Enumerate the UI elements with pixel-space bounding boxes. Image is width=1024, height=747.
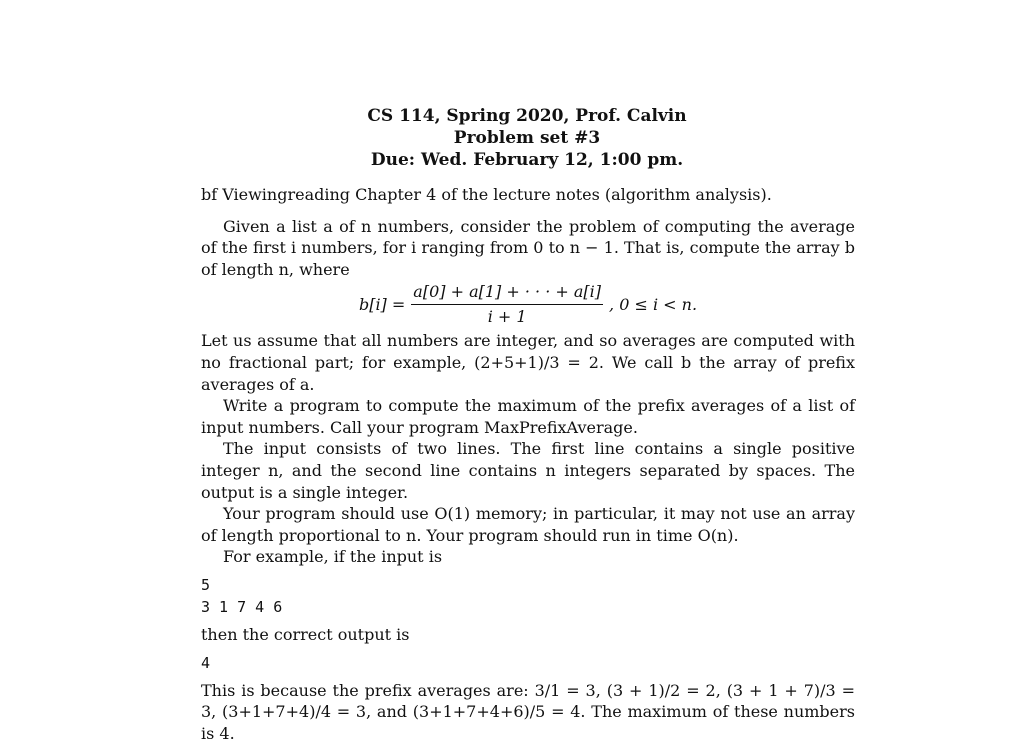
paragraph-integer-assumption: Let us assume that all numbers are integer, and so averages are computed with no fractional part; for example, (2+5+1)/3 = 2. We call b the array of prefix averages of a. bbox=[201, 331, 855, 394]
title-block bbox=[0, 105, 1024, 171]
formula-fraction bbox=[411, 281, 603, 327]
paragraph-explanation: This is because the prefix averages are: 3/1 = 3, (3 + 1)/2 = 2, (3 + 1 + 7)/3 = 3, (3+1+7+4)/4 = 3, and (3+1+7+4+6)/5 = 4. The maximum of these numbers is 4. bbox=[201, 680, 855, 743]
example-output: 4 bbox=[201, 653, 211, 672]
example-input-line-2: 3 1 7 4 6 bbox=[201, 597, 283, 616]
formula-condition: , 0 ≤ i < n. bbox=[609, 294, 698, 314]
paragraph-complexity: Your program should use O(1) memory; in particular, it may not use an array of length proportional to n. Your program should run in time O(n). bbox=[201, 504, 855, 545]
prefix-average-formula bbox=[201, 280, 855, 328]
formula-lhs: b[i] = bbox=[358, 294, 406, 314]
paragraph-input-format: The input consists of two lines. The first line contains a single positive integer n, and the second line contains n integers separated by spaces. The output is a single integer. bbox=[201, 439, 855, 502]
problem-set-title: Problem set #3 bbox=[453, 128, 601, 148]
example-input-line-1: 5 bbox=[201, 575, 211, 594]
due-date: Due: Wed. February 12, 1:00 pm. bbox=[370, 150, 684, 170]
paragraph-output-intro: then the correct output is bbox=[201, 624, 410, 644]
formula-denominator: i + 1 bbox=[487, 306, 527, 326]
formula-numerator: a[0] + a[1] + · · · + a[i] bbox=[411, 281, 603, 305]
example-input bbox=[201, 574, 855, 618]
course-title: CS 114, Spring 2020, Prof. Calvin bbox=[367, 106, 687, 126]
document-body bbox=[201, 184, 855, 744]
intro-text: bf Viewingreading Chapter 4 of the lecture notes (algorithm analysis). bbox=[201, 185, 772, 204]
paragraph-example-intro: For example, if the input is bbox=[223, 547, 443, 567]
paragraph-task: Write a program to compute the maximum of the prefix averages of a list of input numbers. Call your program MaxPrefixAverage. bbox=[201, 396, 855, 437]
paragraph-problem: Given a list a of n numbers, consider the problem of computing the average of the first i numbers, for i ranging from 0 to n − 1. That is, compute the array b of length n, where bbox=[201, 216, 855, 279]
